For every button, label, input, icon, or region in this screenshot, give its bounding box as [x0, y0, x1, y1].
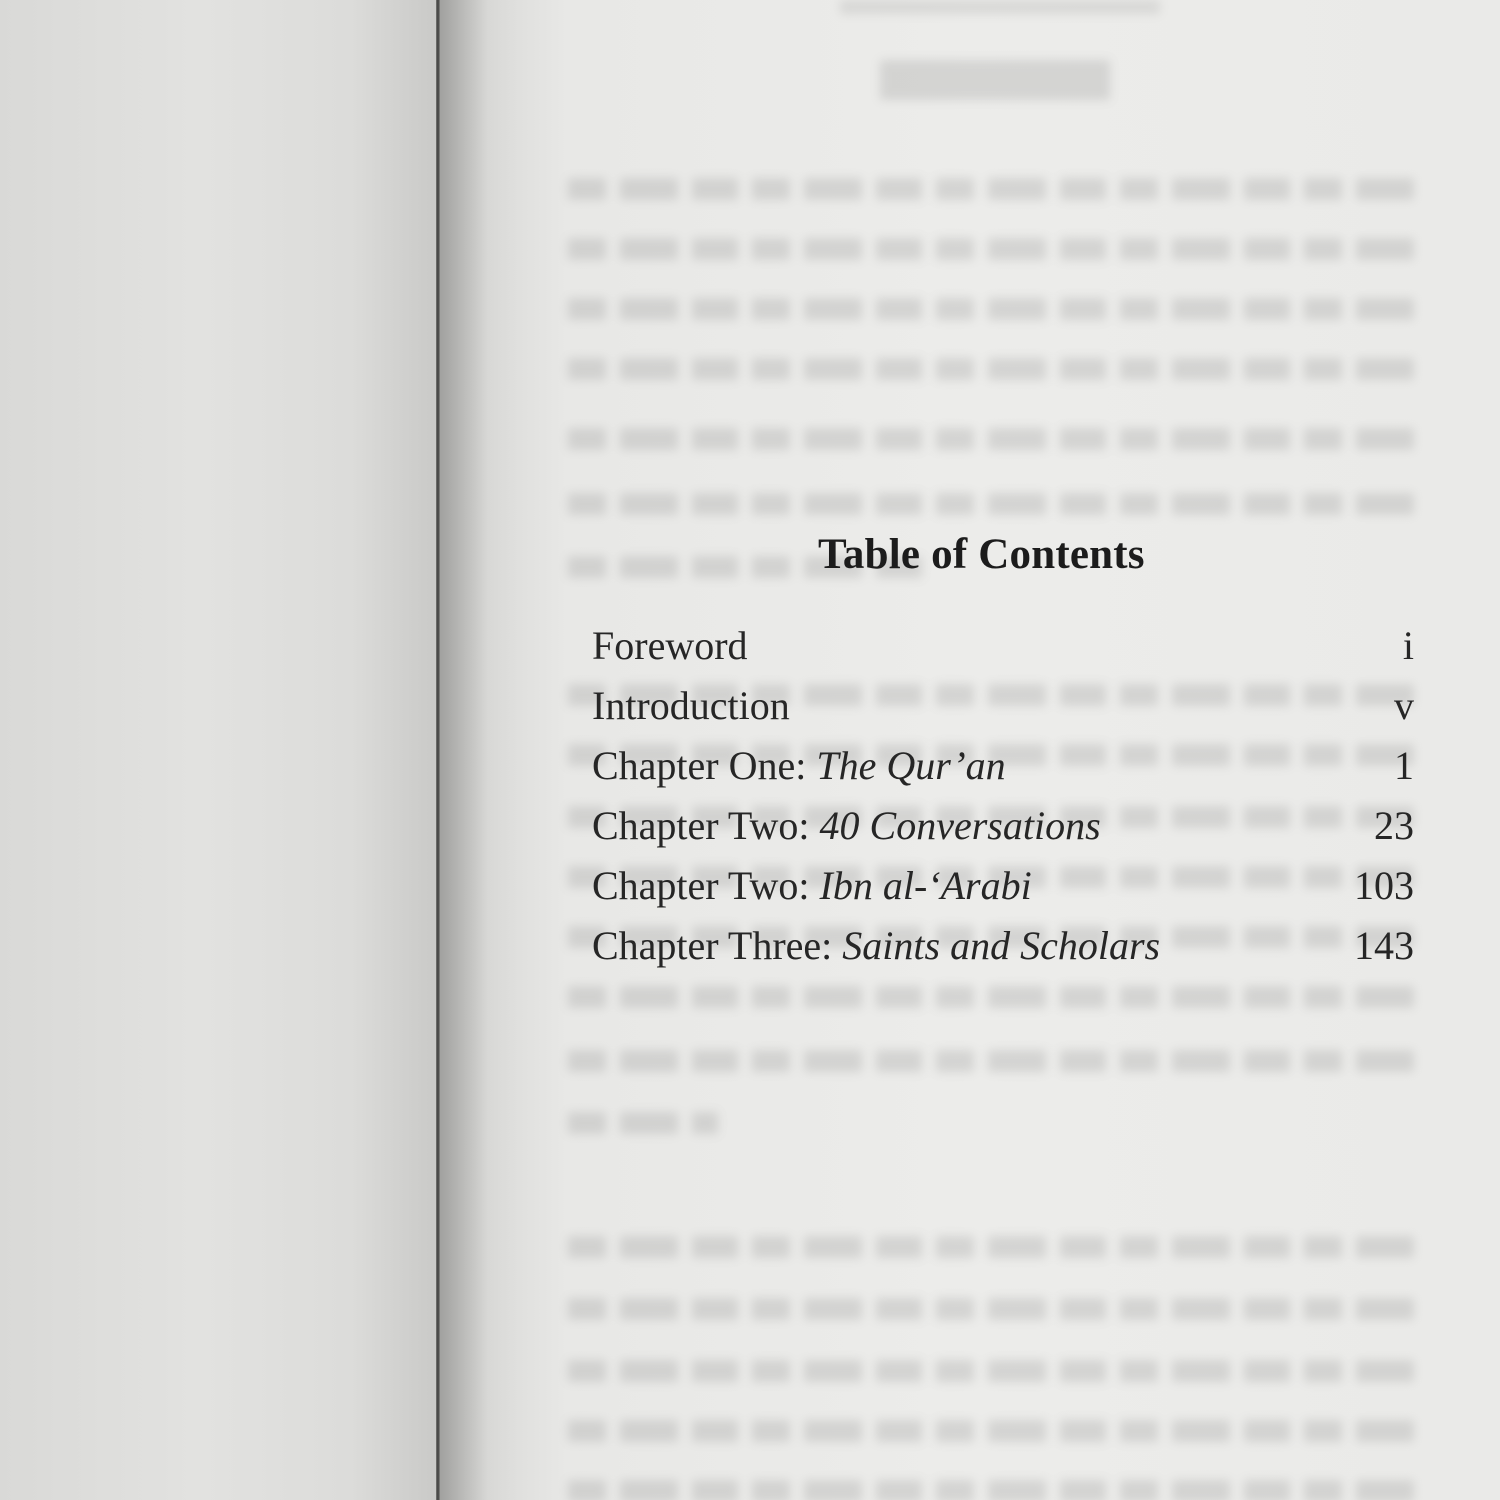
toc-entry-page: 1: [1394, 743, 1414, 788]
toc-entry: [592, 680, 1414, 740]
toc-entry-page: 103: [1354, 863, 1414, 908]
gutter-shadow: [440, 0, 520, 1500]
toc-title: Table of Contents: [818, 531, 1145, 578]
toc-entry-label: Chapter Two: Ibn al-‘Arabi: [592, 863, 1032, 908]
toc-entry-label: Chapter Two: 40 Conversations: [592, 803, 1101, 848]
toc-entry-label: Chapter Three: Saints and Scholars: [592, 923, 1161, 968]
toc-entry: [592, 620, 1414, 680]
toc-entry: [592, 860, 1414, 920]
toc-entry: [592, 740, 1414, 800]
toc-entry-label: Chapter One: The Qur’an: [592, 743, 1006, 788]
toc-entry-page: v: [1394, 683, 1414, 728]
toc-entry-page: i: [1402, 623, 1414, 668]
toc-entry-label: Foreword: [592, 623, 748, 668]
toc-list: [592, 620, 1414, 980]
toc-entry-label: Introduction: [592, 683, 790, 728]
toc-entry: [592, 800, 1414, 860]
left-page: [0, 0, 438, 1500]
toc-entry-page: 23: [1374, 803, 1414, 848]
toc-entry-page: 143: [1354, 923, 1414, 968]
toc-entry: [592, 920, 1414, 980]
